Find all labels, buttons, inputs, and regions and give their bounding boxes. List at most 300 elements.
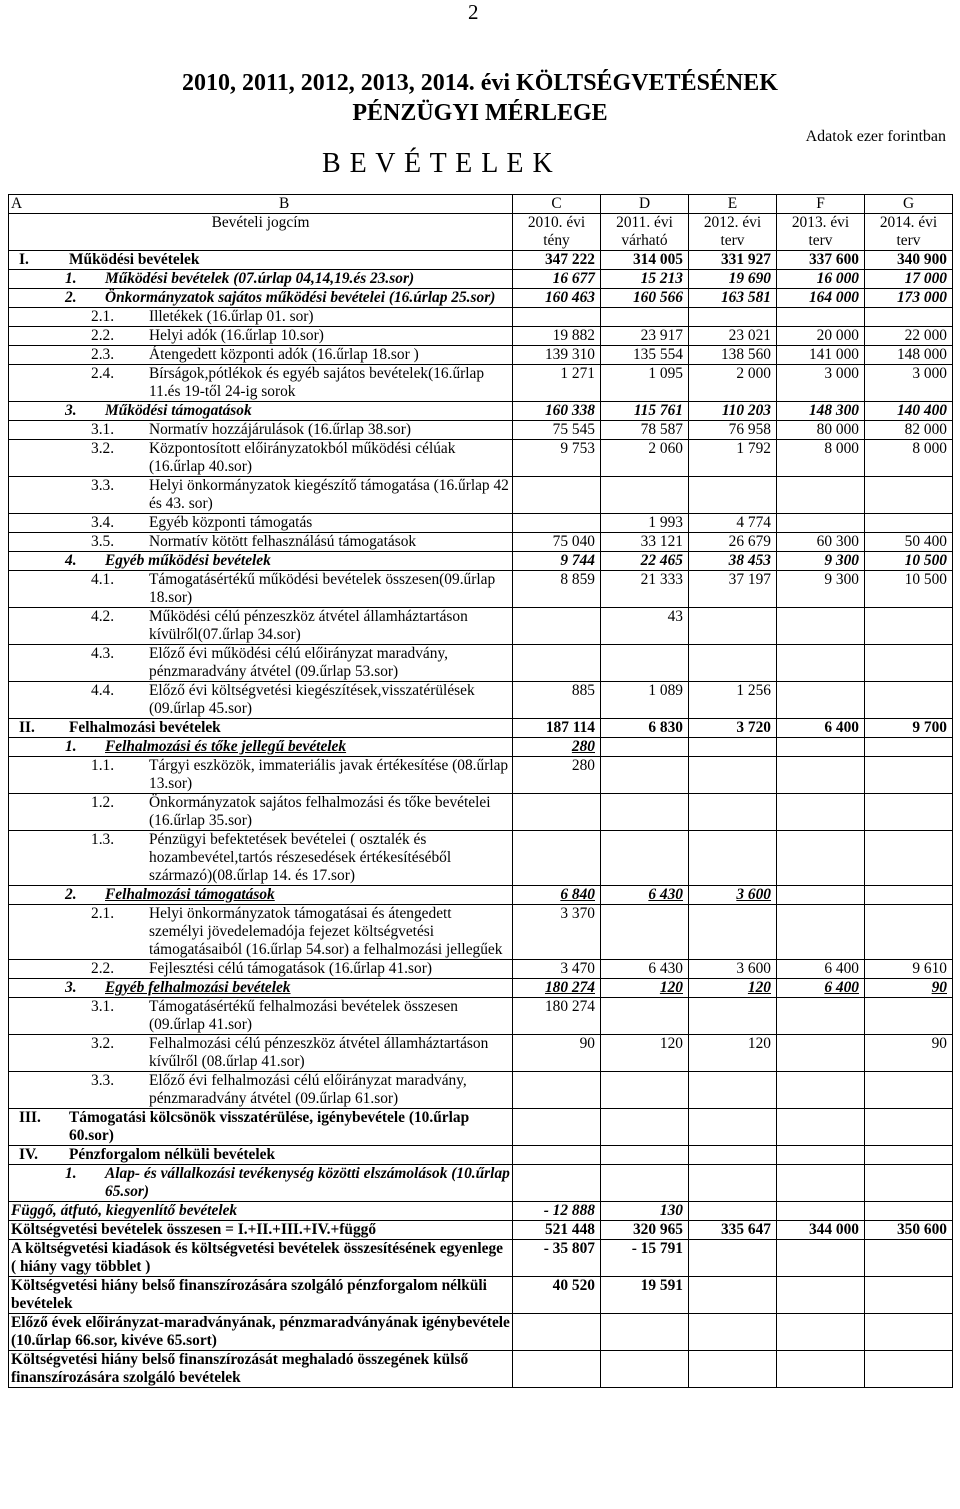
- row-index: II.: [19, 719, 35, 736]
- row-label-cell: [9, 1277, 513, 1314]
- table-row: [9, 1240, 953, 1277]
- value-cell-d: 21 333: [601, 571, 689, 608]
- row-label-cell: [9, 794, 513, 831]
- value-cell-d: [601, 1165, 689, 1202]
- value-cell-e: 19 690: [689, 270, 777, 289]
- unit-note: Adatok ezer forintban: [805, 128, 946, 145]
- value-cell-d: [601, 905, 689, 960]
- value-cell-e: [689, 1351, 777, 1388]
- row-label-cell: [9, 757, 513, 794]
- value-cell-e: [689, 998, 777, 1035]
- value-cell-c: 9 753: [513, 440, 601, 477]
- row-index: 1.: [65, 738, 77, 755]
- value-cell-c: 187 114: [513, 719, 601, 738]
- value-cell-g: 173 000: [865, 289, 953, 308]
- col-header-2014: 2014. évi terv: [865, 214, 953, 251]
- value-cell-c: 280: [513, 738, 601, 757]
- table-row: [9, 1146, 953, 1165]
- value-cell-d: 6 430: [601, 960, 689, 979]
- value-cell-c: 280: [513, 757, 601, 794]
- value-cell-g: [865, 998, 953, 1035]
- row-label-cell: [9, 365, 513, 402]
- value-cell-g: 22 000: [865, 327, 953, 346]
- row-index: 3.4.: [91, 514, 115, 531]
- row-label: Működési célú pénzeszköz átvétel államháztartáson kívülről(07.űrlap 34.sor): [149, 608, 468, 643]
- value-cell-c: [513, 645, 601, 682]
- value-cell-d: 120: [601, 1035, 689, 1072]
- table-row: [9, 645, 953, 682]
- row-label: Pénzforgalom nélküli bevételek: [69, 1146, 276, 1163]
- value-cell-d: [601, 477, 689, 514]
- value-cell-c: 347 222: [513, 251, 601, 270]
- row-index: 4.2.: [91, 608, 115, 625]
- row-index: 3.: [65, 979, 77, 996]
- value-cell-c: [513, 1165, 601, 1202]
- value-cell-g: 10 500: [865, 552, 953, 571]
- row-label-cell: [9, 514, 513, 533]
- value-cell-c: 885: [513, 682, 601, 719]
- table-row: [9, 1072, 953, 1109]
- value-cell-g: 10 500: [865, 571, 953, 608]
- row-label: Önkormányzatok sajátos felhalmozási és tőke bevételei (16.űrlap 35.sor): [149, 794, 491, 829]
- row-label: Önkormányzatok sajátos működési bevételei (16.úrlap 25.sor): [105, 289, 496, 306]
- row-label: Egyéb felhalmozási bevételek: [105, 979, 291, 996]
- row-label: Tárgyi eszközök, immateriális javak értékesítése (08.űrlap 13.sor): [149, 757, 509, 792]
- col-letter-d: D: [601, 195, 689, 214]
- value-cell-d: 135 554: [601, 346, 689, 365]
- value-cell-f: 6 400: [777, 719, 865, 738]
- table-row: [9, 402, 953, 421]
- value-cell-c: - 12 888: [513, 1202, 601, 1221]
- value-cell-d: 22 465: [601, 552, 689, 571]
- row-label: Támogatási kölcsönök visszatérülése, igénybevétele (10.űrlap 60.sor): [69, 1109, 470, 1144]
- row-label-cell: [9, 402, 513, 421]
- row-index: IV.: [19, 1146, 38, 1163]
- value-cell-c: 1 271: [513, 365, 601, 402]
- table-row: [9, 514, 953, 533]
- value-cell-g: [865, 1277, 953, 1314]
- row-label-cell: [9, 608, 513, 645]
- row-label: Egyéb működési bevételek: [105, 552, 271, 569]
- row-label-cell: [9, 1221, 513, 1240]
- value-cell-f: 344 000: [777, 1221, 865, 1240]
- value-cell-e: [689, 1109, 777, 1146]
- value-cell-c: [513, 477, 601, 514]
- value-cell-c: [513, 1314, 601, 1351]
- row-label-cell: [9, 831, 513, 886]
- row-label-cell: [9, 1072, 513, 1109]
- value-cell-g: 3 000: [865, 365, 953, 402]
- value-cell-c: [513, 1146, 601, 1165]
- value-cell-e: 138 560: [689, 346, 777, 365]
- table-row: [9, 1277, 953, 1314]
- row-label: Bírságok,pótlékok és egyéb sajátos bevételek(16.űrlap 11.és 19-től 24-ig sorok: [149, 365, 485, 400]
- value-cell-g: [865, 1202, 953, 1221]
- value-cell-d: 2 060: [601, 440, 689, 477]
- row-label: Előző évek előirányzat-maradványának, pénzmaradványának igénybevétele (10.űrlap 66.sor, kivéve 65.sort): [11, 1314, 510, 1349]
- row-index: 3.3.: [91, 477, 115, 494]
- row-index: 1.1.: [91, 757, 115, 774]
- col-letter-e: E: [689, 195, 777, 214]
- value-cell-f: 80 000: [777, 421, 865, 440]
- value-cell-f: [777, 645, 865, 682]
- row-index: 2.4.: [91, 365, 115, 382]
- row-label: Költségvetési bevételek összesen = I.+II.+III.+IV.+függő: [11, 1221, 377, 1238]
- value-cell-g: [865, 1165, 953, 1202]
- row-label-cell: [9, 905, 513, 960]
- row-label-cell: [9, 533, 513, 552]
- value-cell-f: [777, 477, 865, 514]
- value-cell-d: [601, 1351, 689, 1388]
- value-cell-f: [777, 1351, 865, 1388]
- value-cell-c: 75 040: [513, 533, 601, 552]
- value-cell-d: 15 213: [601, 270, 689, 289]
- row-label-cell: [9, 886, 513, 905]
- value-cell-c: 8 859: [513, 571, 601, 608]
- row-label-cell: [9, 719, 513, 738]
- value-cell-f: 337 600: [777, 251, 865, 270]
- value-cell-d: [601, 1072, 689, 1109]
- col-header-2012: 2012. évi terv: [689, 214, 777, 251]
- row-label-cell: [9, 738, 513, 757]
- row-index: 1.2.: [91, 794, 115, 811]
- col-letter-c: C: [513, 195, 601, 214]
- value-cell-e: 163 581: [689, 289, 777, 308]
- value-cell-e: 3 720: [689, 719, 777, 738]
- value-cell-g: 82 000: [865, 421, 953, 440]
- value-cell-f: [777, 831, 865, 886]
- value-cell-f: [777, 1240, 865, 1277]
- value-cell-d: [601, 998, 689, 1035]
- value-cell-d: [601, 308, 689, 327]
- row-label-cell: [9, 979, 513, 998]
- value-cell-d: [601, 1314, 689, 1351]
- value-cell-f: [777, 1314, 865, 1351]
- row-label-cell: [9, 1314, 513, 1351]
- value-cell-f: [777, 1035, 865, 1072]
- value-cell-d: 23 917: [601, 327, 689, 346]
- value-cell-c: 16 677: [513, 270, 601, 289]
- value-cell-f: 20 000: [777, 327, 865, 346]
- value-cell-g: 340 900: [865, 251, 953, 270]
- value-cell-d: 6 430: [601, 886, 689, 905]
- document-title: 2010, 2011, 2012, 2013, 2014. évi KÖLTSÉGVETÉSÉNEK: [182, 70, 778, 96]
- value-cell-e: [689, 757, 777, 794]
- table-row: [9, 794, 953, 831]
- row-label: Fejlesztési célú támogatások (16.űrlap 41.sor): [149, 960, 432, 977]
- row-label: Felhalmozási és tőke jellegű bevételek: [105, 738, 347, 755]
- value-cell-g: [865, 886, 953, 905]
- budget-table: [8, 194, 953, 1388]
- row-index: 3.3.: [91, 1072, 115, 1089]
- section-title: B E V É T E L E K: [322, 148, 554, 179]
- column-letter-row: [9, 195, 953, 214]
- value-cell-d: 160 566: [601, 289, 689, 308]
- row-label: Alap- és vállalkozási tevékenység közötti elszámolások (10.űrlap 65.sor): [105, 1165, 510, 1200]
- table-row: [9, 1314, 953, 1351]
- value-cell-f: [777, 608, 865, 645]
- row-label: Előző évi költségvetési kiegészítések,visszatérülések (09.űrlap 45.sor): [149, 682, 475, 717]
- row-index: 4.: [65, 552, 77, 569]
- value-cell-f: [777, 308, 865, 327]
- value-cell-c: [513, 831, 601, 886]
- value-cell-e: [689, 1240, 777, 1277]
- col-header-2011: 2011. évi várható: [601, 214, 689, 251]
- row-index: 3.: [65, 402, 77, 419]
- row-index: 2.: [65, 289, 77, 306]
- value-cell-e: [689, 831, 777, 886]
- row-label: Helyi önkormányzatok támogatásai és átengedett személyi jövedelemadója fejezet költségvetési támogatásaiból (16.űrlap 54.sor) a felhalmozási jellegűek: [149, 905, 503, 958]
- table-row: [9, 1202, 953, 1221]
- value-cell-e: 120: [689, 1035, 777, 1072]
- value-cell-f: 8 000: [777, 440, 865, 477]
- value-cell-e: [689, 794, 777, 831]
- row-label-cell: [9, 289, 513, 308]
- value-cell-f: 3 000: [777, 365, 865, 402]
- table-row: [9, 757, 953, 794]
- row-index: 2.: [65, 886, 77, 903]
- value-cell-f: [777, 886, 865, 905]
- value-cell-d: [601, 1146, 689, 1165]
- value-cell-g: [865, 308, 953, 327]
- value-cell-d: 1 089: [601, 682, 689, 719]
- row-label-cell: [9, 1165, 513, 1202]
- value-cell-e: 335 647: [689, 1221, 777, 1240]
- row-label-cell: [9, 1351, 513, 1388]
- row-label: Működési bevételek (07.úrlap 04,14,19.és 23.sor): [105, 270, 415, 287]
- row-label: Helyi adók (16.űrlap 10.sor): [149, 327, 324, 344]
- table-row: [9, 608, 953, 645]
- table-row: [9, 251, 953, 270]
- value-cell-f: [777, 514, 865, 533]
- table-row: [9, 571, 953, 608]
- table-row: [9, 552, 953, 571]
- value-cell-d: 314 005: [601, 251, 689, 270]
- value-cell-g: [865, 757, 953, 794]
- table-row: [9, 831, 953, 886]
- value-cell-e: 3 600: [689, 960, 777, 979]
- value-cell-e: [689, 308, 777, 327]
- col-header-jogcim: Bevételi jogcím: [9, 214, 513, 251]
- value-cell-e: [689, 1314, 777, 1351]
- value-cell-f: [777, 682, 865, 719]
- value-cell-e: [689, 738, 777, 757]
- value-cell-e: [689, 645, 777, 682]
- value-cell-f: 9 300: [777, 552, 865, 571]
- value-cell-c: 75 545: [513, 421, 601, 440]
- value-cell-f: [777, 1202, 865, 1221]
- value-cell-c: 180 274: [513, 998, 601, 1035]
- value-cell-d: 115 761: [601, 402, 689, 421]
- value-cell-g: [865, 1314, 953, 1351]
- row-index: 4.1.: [91, 571, 115, 588]
- row-label: Támogatásértékű működési bevételek összesen(09.űrlap 18.sor): [149, 571, 496, 606]
- value-cell-e: [689, 1072, 777, 1109]
- row-label: Egyéb központi támogatás: [149, 514, 313, 531]
- row-label: Működési támogatások: [105, 402, 252, 419]
- col-header-2013: 2013. évi terv: [777, 214, 865, 251]
- table-row: [9, 365, 953, 402]
- value-cell-g: 50 400: [865, 533, 953, 552]
- value-cell-c: 9 744: [513, 552, 601, 571]
- table-row: [9, 1165, 953, 1202]
- value-cell-c: [513, 1072, 601, 1109]
- value-cell-c: [513, 794, 601, 831]
- row-label-cell: [9, 1202, 513, 1221]
- value-cell-f: 9 300: [777, 571, 865, 608]
- row-label: Normatív hozzájárulások (16.űrlap 38.sor): [149, 421, 411, 438]
- table-row: [9, 308, 953, 327]
- value-cell-e: 26 679: [689, 533, 777, 552]
- value-cell-g: [865, 1109, 953, 1146]
- value-cell-d: 43: [601, 608, 689, 645]
- value-cell-e: 37 197: [689, 571, 777, 608]
- value-cell-c: [513, 1109, 601, 1146]
- row-index: 2.1.: [91, 308, 115, 325]
- table-row: [9, 1351, 953, 1388]
- row-label: Előző évi működési célú előirányzat maradvány, pénzmaradvány átvétel (09.űrlap 53.sor): [149, 645, 449, 680]
- value-cell-f: 148 300: [777, 402, 865, 421]
- value-cell-g: [865, 905, 953, 960]
- table-row: [9, 979, 953, 998]
- value-cell-c: 90: [513, 1035, 601, 1072]
- value-cell-e: [689, 1165, 777, 1202]
- value-cell-c: [513, 308, 601, 327]
- value-cell-c: 3 370: [513, 905, 601, 960]
- value-cell-f: [777, 794, 865, 831]
- table-row: [9, 682, 953, 719]
- value-cell-e: 4 774: [689, 514, 777, 533]
- value-cell-c: 3 470: [513, 960, 601, 979]
- col-letter-a: A: [11, 195, 23, 212]
- value-cell-f: [777, 738, 865, 757]
- row-label: Költségvetési hiány belső finanszírozását meghaladó összegének külső finanszírozására szolgáló bevételek: [11, 1351, 469, 1386]
- row-index: III.: [19, 1109, 41, 1126]
- value-cell-g: [865, 608, 953, 645]
- row-label: Függő, átfutó, kiegyenlítő bevételek: [11, 1202, 238, 1219]
- row-label: Felhalmozási bevételek: [69, 719, 221, 736]
- value-cell-d: 19 591: [601, 1277, 689, 1314]
- value-cell-g: 9 610: [865, 960, 953, 979]
- table-row: [9, 738, 953, 757]
- value-cell-g: 90: [865, 1035, 953, 1072]
- row-label: Felhalmozási célú pénzeszköz átvétel államháztartáson kívűlről (08.űrlap 41.sor): [149, 1035, 489, 1070]
- value-cell-d: 1 095: [601, 365, 689, 402]
- col-letter-b: B: [279, 195, 290, 212]
- row-label-cell: [9, 1240, 513, 1277]
- value-cell-d: [601, 738, 689, 757]
- value-cell-e: 76 958: [689, 421, 777, 440]
- row-index: 1.3.: [91, 831, 115, 848]
- row-label: Költségvetési hiány belső finanszírozására szolgáló pénzforgalom nélküli bevételek: [11, 1277, 487, 1312]
- value-cell-f: 6 400: [777, 979, 865, 998]
- table-row: [9, 327, 953, 346]
- value-cell-c: 521 448: [513, 1221, 601, 1240]
- value-cell-d: 320 965: [601, 1221, 689, 1240]
- row-label: Normatív kötött felhasználású támogatások: [149, 533, 417, 550]
- row-label: Helyi önkormányzatok kiegészítő támogatása (16.űrlap 42 és 43. sor): [149, 477, 509, 512]
- row-label-cell: [9, 308, 513, 327]
- value-cell-f: [777, 905, 865, 960]
- value-cell-g: [865, 514, 953, 533]
- value-cell-g: [865, 1351, 953, 1388]
- row-label-cell: [9, 1146, 513, 1165]
- value-cell-e: 331 927: [689, 251, 777, 270]
- value-cell-f: 141 000: [777, 346, 865, 365]
- table-row: [9, 289, 953, 308]
- row-label: A költségvetési kiadások és költségvetési bevételek összesítésének egyenlege ( hiány vagy többlet ): [11, 1240, 504, 1275]
- row-label-cell: [9, 421, 513, 440]
- row-label: Felhalmozási támogatások: [105, 886, 275, 903]
- table-row: [9, 346, 953, 365]
- table-row: [9, 270, 953, 289]
- table-row: [9, 1109, 953, 1146]
- value-cell-f: [777, 1109, 865, 1146]
- value-cell-e: 23 021: [689, 327, 777, 346]
- col-header-2010: 2010. évi tény: [513, 214, 601, 251]
- value-cell-c: 19 882: [513, 327, 601, 346]
- value-cell-g: [865, 794, 953, 831]
- value-cell-c: 180 274: [513, 979, 601, 998]
- col-letter-f: F: [777, 195, 865, 214]
- value-cell-f: [777, 998, 865, 1035]
- value-cell-d: [601, 1109, 689, 1146]
- value-cell-g: 17 000: [865, 270, 953, 289]
- value-cell-e: [689, 1202, 777, 1221]
- value-cell-g: 140 400: [865, 402, 953, 421]
- row-index: 4.4.: [91, 682, 115, 699]
- value-cell-d: [601, 794, 689, 831]
- page-number: 2: [468, 0, 479, 24]
- row-label: Pénzügyi befektetések bevételei ( osztalék és hozambevétel,tartós részesedések értékesítéséből származó)(08.űrlap 14. és 17.sor): [149, 831, 452, 884]
- row-label-cell: [9, 645, 513, 682]
- row-label: Átengedett központi adók (16.űrlap 18.sor ): [149, 346, 419, 363]
- value-cell-c: 139 310: [513, 346, 601, 365]
- value-cell-e: 110 203: [689, 402, 777, 421]
- row-label-cell: [9, 682, 513, 719]
- value-cell-d: [601, 645, 689, 682]
- row-label-cell: [9, 960, 513, 979]
- column-header-row: [9, 214, 953, 251]
- value-cell-g: [865, 738, 953, 757]
- value-cell-e: [689, 477, 777, 514]
- value-cell-e: 1 792: [689, 440, 777, 477]
- table-row: [9, 719, 953, 738]
- table-row: [9, 1035, 953, 1072]
- value-cell-e: 2 000: [689, 365, 777, 402]
- table-row: [9, 440, 953, 477]
- value-cell-e: [689, 608, 777, 645]
- table-row: [9, 905, 953, 960]
- value-cell-d: 6 830: [601, 719, 689, 738]
- row-index: 2.1.: [91, 905, 115, 922]
- row-label-cell: [9, 1035, 513, 1072]
- row-label-cell: [9, 270, 513, 289]
- row-label-cell: [9, 251, 513, 270]
- value-cell-f: 16 000: [777, 270, 865, 289]
- value-cell-f: [777, 1072, 865, 1109]
- value-cell-f: [777, 1165, 865, 1202]
- row-index: 3.1.: [91, 421, 115, 438]
- value-cell-e: [689, 1146, 777, 1165]
- row-label: Előző évi felhalmozási célú előirányzat maradvány, pénzmaradvány átvétel (09.űrlap 61.sor): [149, 1072, 467, 1107]
- row-label: Támogatásértékű felhalmozási bevételek összesen (09.űrlap 41.sor): [149, 998, 458, 1033]
- value-cell-g: [865, 1072, 953, 1109]
- value-cell-f: [777, 1277, 865, 1314]
- table-row: [9, 1221, 953, 1240]
- value-cell-g: 90: [865, 979, 953, 998]
- value-cell-d: - 15 791: [601, 1240, 689, 1277]
